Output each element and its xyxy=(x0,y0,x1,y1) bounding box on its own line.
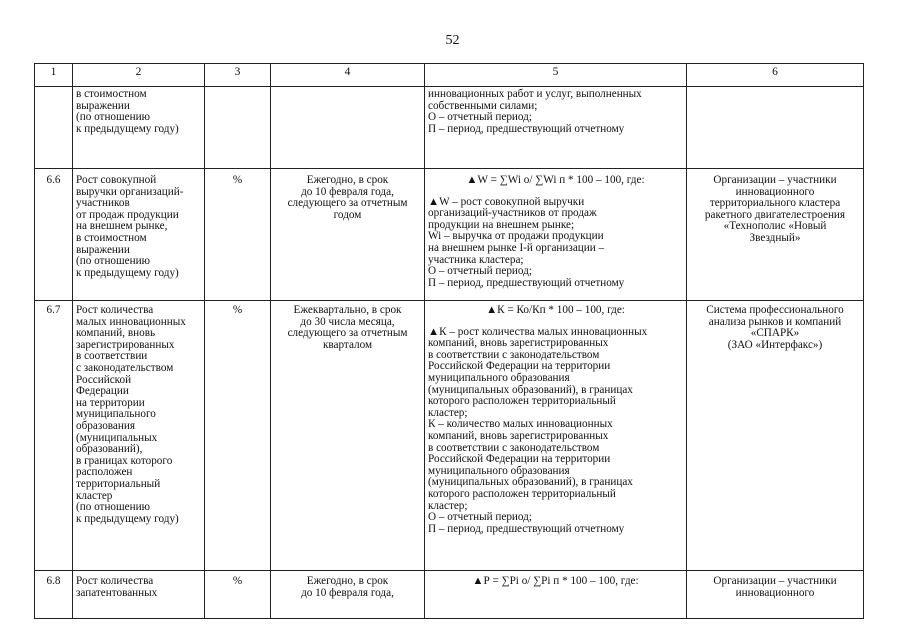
formula: ▲W = ∑Wi о/ ∑Wi п * 100 – 100, где: xyxy=(466,174,645,186)
indicator-name: Рост количества малых инновационных компаний, вновь зарегистрированных в соответствии с законодательством Российской Федерации на территории муниципального образования (муниципальных образований), в границах которого расположен территориальный кластер (по отношению к предыдущему году) xyxy=(73,301,205,571)
header-cell: 3 xyxy=(205,64,271,87)
indicator-name: Рост совокупной выручки организаций- участников от продаж продукции на внешнем рынке, в стоимостном выражении (по отношению к предыдущему году) xyxy=(73,169,205,301)
indicators-table xyxy=(34,63,864,619)
table-row xyxy=(35,571,864,619)
method-description: инновационных работ и услуг, выполненных собственными силами; О – отчетный период; П – период, предшествующий отчетному xyxy=(428,88,642,135)
row-number: 6.7 xyxy=(35,301,73,571)
header-cell: 5 xyxy=(425,64,687,87)
calculation-method xyxy=(425,169,687,301)
data-source: Организации – участники инновационного территориального кластера ракетного двигателестроения «Технополис «Новый Звездный» xyxy=(687,169,864,301)
calculation-method xyxy=(425,301,687,571)
reporting-period xyxy=(271,87,425,169)
method-description: ▲К – рост количества малых инновационных компаний, вновь зарегистрированных в соответствии с законодательством Российской Федерации на территории муниципального образования (муниципальных образований), в границах которого расположен территориальный кластер; К – количество малых инновационных компаний, вновь зарегистрированных в соответствии с законодательством Российской Федерации на территории муниципального образования (муниципальных образований), в границах которого расположен территориальный кластер; О – отчетный период; П – период, предшествующий отчетному xyxy=(428,325,648,535)
method-description: ▲W – рост совокупной выручки организаций-участников от продаж продукции на внешнем рынке; Wi – выручка от продажи продукции на внешнем рынке I-й организации – участника кластера; О – отчетный период; П – период, предшествующий отчетному xyxy=(428,195,625,289)
header-cell: 1 xyxy=(35,64,73,87)
data-source xyxy=(687,87,864,169)
reporting-period: Ежегодно, в срок до 10 февраля года, xyxy=(271,571,425,619)
unit: % xyxy=(205,169,271,301)
data-source: Система профессионального анализа рынков и компаний «СПАРК» (ЗАО «Интерфакс») xyxy=(687,301,864,571)
indicator-name: в стоимостном выражении (по отношению к предыдущему году) xyxy=(73,87,205,169)
row-number: 6.8 xyxy=(35,571,73,619)
header-cell: 4 xyxy=(271,64,425,87)
table-row xyxy=(35,169,864,301)
page-number: 52 xyxy=(445,33,460,48)
indicator-name: Рост количества запатентованных xyxy=(73,571,205,619)
unit: % xyxy=(205,301,271,571)
row-number xyxy=(35,87,73,169)
table-row xyxy=(35,87,864,169)
header-cell: 6 xyxy=(687,64,864,87)
formula: ▲К = Ко/Кп * 100 – 100, где: xyxy=(486,304,625,316)
unit: % xyxy=(205,571,271,619)
row-number: 6.6 xyxy=(35,169,73,301)
reporting-period: Ежеквартально, в срок до 30 числа месяца, следующего за отчетным кварталом xyxy=(271,301,425,571)
table-header-row xyxy=(35,64,864,87)
data-source: Организации – участники инновационного xyxy=(687,571,864,619)
calculation-method xyxy=(425,87,687,169)
calculation-method xyxy=(425,571,687,619)
reporting-period: Ежегодно, в срок до 10 февраля года, следующего за отчетным годом xyxy=(271,169,425,301)
header-cell: 2 xyxy=(73,64,205,87)
table-row xyxy=(35,301,864,571)
formula: ▲Р = ∑Pi о/ ∑Pi п * 100 – 100, где: xyxy=(472,575,639,587)
unit xyxy=(205,87,271,169)
